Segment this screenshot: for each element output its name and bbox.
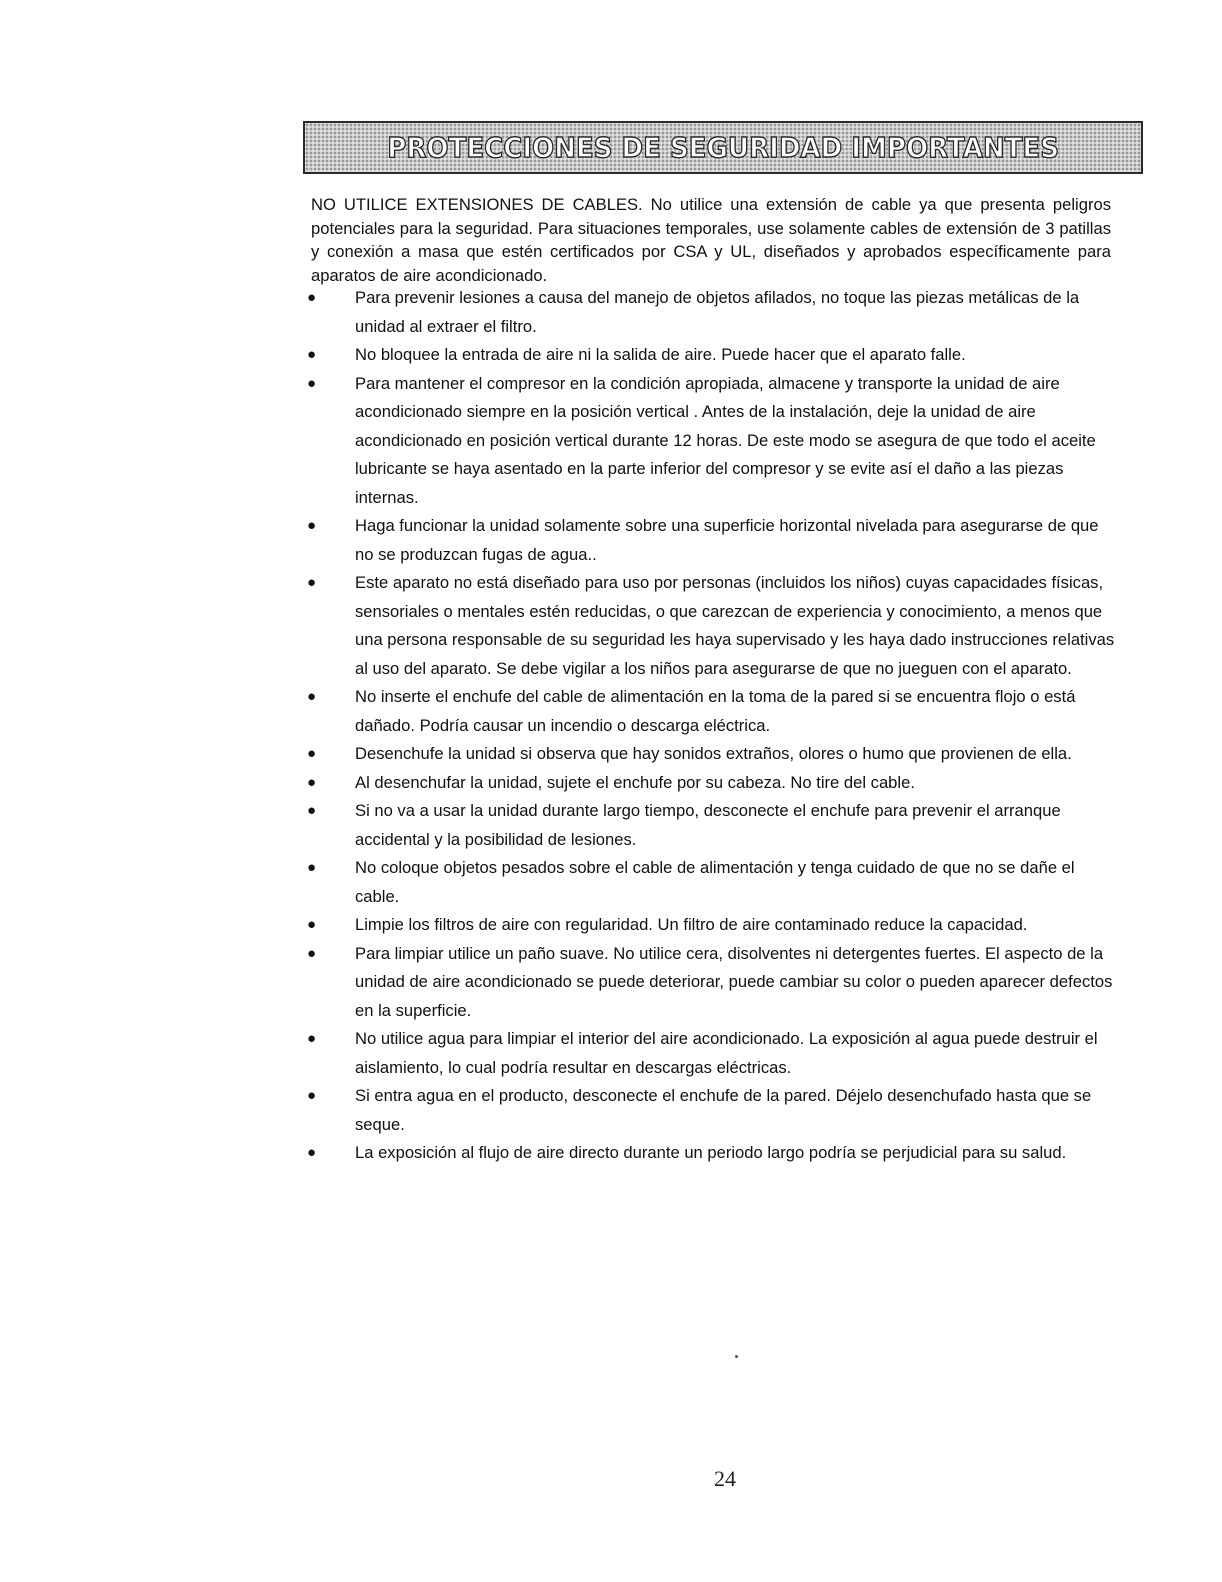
safety-bullet-list	[306, 284, 1118, 1168]
bullet-icon: ●	[307, 574, 317, 591]
list-item	[306, 512, 1118, 569]
list-item	[306, 1025, 1118, 1082]
bullet-icon: ●	[307, 517, 317, 534]
bullet-icon: ●	[307, 688, 317, 705]
scan-speck	[735, 1355, 738, 1358]
list-item	[306, 370, 1118, 513]
list-item	[306, 341, 1118, 370]
bullet-text: Al desenchufar la unidad, sujete el enchufe por su cabeza. No tire del cable.	[355, 772, 915, 792]
list-item	[306, 854, 1118, 911]
list-item	[306, 569, 1118, 683]
bullet-icon: ●	[307, 944, 317, 962]
list-item	[306, 740, 1118, 769]
bullet-text: No inserte el enchufe del cable de alimentación en la toma de la pared si se encuentra flojo o está dañado. Podría causar un incendio o descarga eléctrica.	[355, 687, 1076, 735]
bullet-text: No coloque objetos pesados sobre el cable de alimentación y tenga cuidado de que no se dañe el cable.	[355, 858, 1075, 906]
bullet-text: No utilice agua para limpiar el interior del aire acondicionado. La exposición al agua puede destruir el aislamiento, lo cual podría resultar en descargas eléctricas.	[355, 1029, 1098, 1077]
bullet-text: Si no va a usar la unidad durante largo tiempo, desconecte el enchufe para prevenir el arranque accidental y la posibilidad de lesiones.	[355, 801, 1061, 849]
bullet-text: Si entra agua en el producto, desconecte el enchufe de la pared. Déjelo desenchufado hasta que se seque.	[355, 1086, 1092, 1134]
bullet-icon: ●	[307, 773, 317, 791]
list-item	[306, 911, 1118, 940]
bullet-icon: ●	[307, 374, 317, 392]
bullet-icon: ●	[307, 1144, 317, 1161]
bullet-text: Limpie los filtros de aire con regularidad. Un filtro de aire contaminado reduce la capacidad.	[355, 915, 1028, 934]
bullet-icon: ●	[307, 1087, 317, 1104]
list-item	[306, 940, 1118, 1026]
bullet-text: La exposición al flujo de aire directo durante un periodo largo podría se perjudicial para su salud.	[355, 1143, 1067, 1162]
bullet-text: Haga funcionar la unidad solamente sobre una superficie horizontal nivelada para asegurarse de que no se produzcan fugas de agua..	[355, 516, 1099, 564]
bullet-text: Este aparato no está diseñado para uso por personas (incluidos los niños) cuyas capacidades físicas, sensoriales o mentales estén reducidas, o que carezcan de experiencia y conocimiento, a menos que una persona responsable de su seguridad les haya supervisado y les haya dado instrucciones relativas al uso del aparato. Se debe vigilar a los niños para asegurarse de que no jueguen con el aparato.	[355, 573, 1115, 678]
bullet-text: Para mantener el compresor en la condición apropiada, almacene y transporte la unidad de aire acondicionado siempre en la posición vertical . Antes de la instalación, deje la unidad de aire acondicionado en posición vertical durante 12 horas. De este modo se asegura de que todo el aceite lubricante se haya asentado en la parte inferior del compresor y se evite así el daño a las piezas internas.	[355, 373, 1096, 507]
intro-paragraph: NO UTILICE EXTENSIONES DE CABLES. No utilice una extensión de cable ya que presenta peligros potenciales para la seguridad. Para situaciones temporales, use solamente cables de extensión de 3 patillas y conexión a masa que estén certificados por CSA y UL, diseñados y aprobados específicamente para aparatos de aire acondicionado.	[311, 195, 1111, 285]
bullet-text: Para prevenir lesiones a causa del manejo de objetos afilados, no toque las piezas metálicas de la unidad al extraer el filtro.	[355, 288, 1080, 336]
bullet-icon: ●	[307, 1030, 317, 1047]
bullet-text: Para limpiar utilice un paño suave. No utilice cera, disolventes ni detergentes fuertes. El aspecto de la unidad de aire acondicionado se puede deteriorar, puede cambiar su color o pueden aparecer defectos en la superficie.	[355, 943, 1113, 1020]
bullet-icon: ●	[307, 745, 317, 762]
bullet-icon: ●	[307, 289, 317, 306]
title-banner	[303, 121, 1143, 174]
list-item	[306, 284, 1118, 341]
bullet-icon: ●	[307, 916, 317, 933]
bullet-text: Desenchufe la unidad si observa que hay sonidos extraños, olores o humo que provienen de ella.	[355, 744, 1072, 763]
bullet-text: No bloquee la entrada de aire ni la salida de aire. Puede hacer que el aparato falle.	[355, 345, 966, 364]
list-item	[306, 1082, 1118, 1139]
list-item	[306, 683, 1118, 740]
page-number: 24	[714, 1466, 736, 1491]
page-title: PROTECCIONES DE SEGURIDAD IMPORTANTES	[387, 131, 1059, 164]
list-item	[306, 769, 1118, 798]
bullet-icon: ●	[307, 802, 317, 819]
list-item	[306, 1139, 1118, 1168]
bullet-icon: ●	[307, 346, 317, 363]
list-item	[306, 797, 1118, 854]
bullet-icon: ●	[307, 859, 317, 876]
